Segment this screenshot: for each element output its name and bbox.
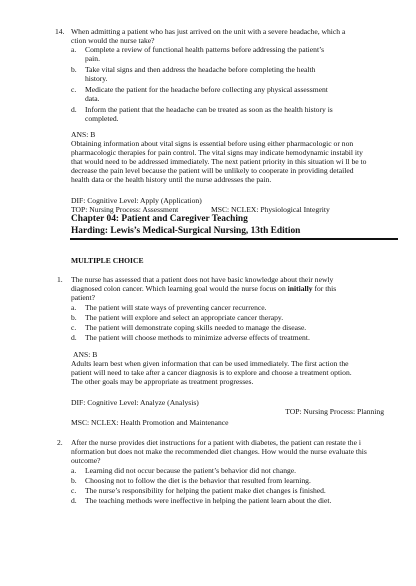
question-stem-line: After the nurse provides diet instructions for a patient with diabetes, the patient can restate the i [71,438,361,447]
option-text: The patient will choose methods to minimize adverse effects of treatment. [85,333,310,342]
rationale-line: The other goals may be appropriate as treatment progresses. [71,377,254,386]
option-text: The patient will state ways of preventing cancer recurrence. [85,303,267,312]
question-stem-line: nformation but does not make the recommended diet changes. How would the nurse evaluate this [71,447,367,456]
question-stem-line: patient? [71,293,96,302]
option-text: pain. [85,54,100,63]
question-stem-line: diagnosed colon cancer. Which learning goal would the nurse focus on initially for this [71,284,337,293]
rationale-line: pharmacologic therapies for pain control. The vital signs may indicate hemodynamic instabil ity [71,148,363,157]
option-text: The patient will demonstrate coping skills needed to manage the disease. [85,323,307,332]
topic-label: TOP: Nursing Process: Planning [285,407,384,416]
question-number: 2. [57,438,63,447]
option-text: data. [85,94,100,103]
msc-label: MSC: NCLEX: Physiological Integrity [211,205,330,214]
option-letter: d. [71,333,77,342]
answer-key: ANS: B [73,350,98,359]
msc-label: MSC: NCLEX: Health Promotion and Maintenance [71,418,229,427]
option-text: completed. [85,114,119,123]
option-letter: b. [71,313,77,322]
section-label: MULTIPLE CHOICE [71,256,144,265]
option-text: Choosing not to follow the diet is the behavior that resulted from learning. [85,476,311,485]
option-letter: b. [71,65,77,74]
option-letter: b. [71,476,77,485]
option-letter: a. [71,466,77,475]
rationale-line: patient will need to take after a cancer diagnosis is to explore and choose a treatment option. [71,368,352,377]
difficulty-label: DIF: Cognitive Level: Apply (Application) [71,196,202,205]
option-letter: d. [71,496,77,505]
option-letter: c. [71,323,77,332]
question-stem-line: ction would the nurse take? [71,36,155,45]
rationale-line: that would need to be addressed immediately. The next patient priority in this situation wi ll be to [71,157,367,166]
option-text: Take vital signs and then address the headache before completing the health [85,65,316,74]
option-text: Inform the patient that the headache can be treated as soon as the health history is [85,105,333,114]
rationale-line: Adults learn best when given information that can be used immediately. The first action the [71,359,349,368]
option-letter: d. [71,105,77,114]
rationale-line: Obtaining information about vital signs is essential before using either pharmacologic or non [71,139,354,148]
rationale-line: health data or the health history until the nurse addresses the pain. [71,175,272,184]
topic-label: TOP: Nursing Process: Assessment [71,205,179,214]
answer-key: ANS: B [71,130,96,139]
option-letter: c. [71,486,77,495]
question-stem-line: When admitting a patient who has just arrived on the unit with a severe headache, which a [71,27,346,36]
rationale-line: decrease the pain level because the patient will be unlikely to cooperate in providing detailed [71,166,354,175]
question-number: 14. [55,27,65,36]
option-text: The nurse’s responsibility for helping the patient make diet changes is finished. [85,486,326,495]
option-letter: a. [71,45,77,54]
question-stem-line: The nurse has assessed that a patient does not have basic knowledge about their newly [71,275,334,284]
option-text: The teaching methods were ineffective in helping the patient learn about the diet. [85,496,332,505]
option-text: The patient will explore and select an appropriate cancer therapy. [85,313,284,322]
question-number: 1. [57,275,63,284]
option-text: Learning did not occur because the patient’s behavior did not change. [85,466,297,475]
option-text: Medicate the patient for the headache before collecting any physical assessment [85,85,328,94]
emphasis: initially [287,284,313,293]
option-letter: a. [71,303,77,312]
difficulty-label: DIF: Cognitive Level: Analyze (Analysis) [71,398,199,407]
heading-rule [70,238,398,240]
question-stem-line: outcome? [71,456,101,465]
option-letter: c. [71,85,77,94]
book-title: Harding: Lewis’s Medical-Surgical Nursing, 13th Edition [71,226,301,236]
option-text: Complete a review of functional health patterns before addressing the patient’s [85,45,325,54]
option-text: history. [85,74,108,83]
chapter-title: Chapter 04: Patient and Caregiver Teaching [71,214,248,224]
